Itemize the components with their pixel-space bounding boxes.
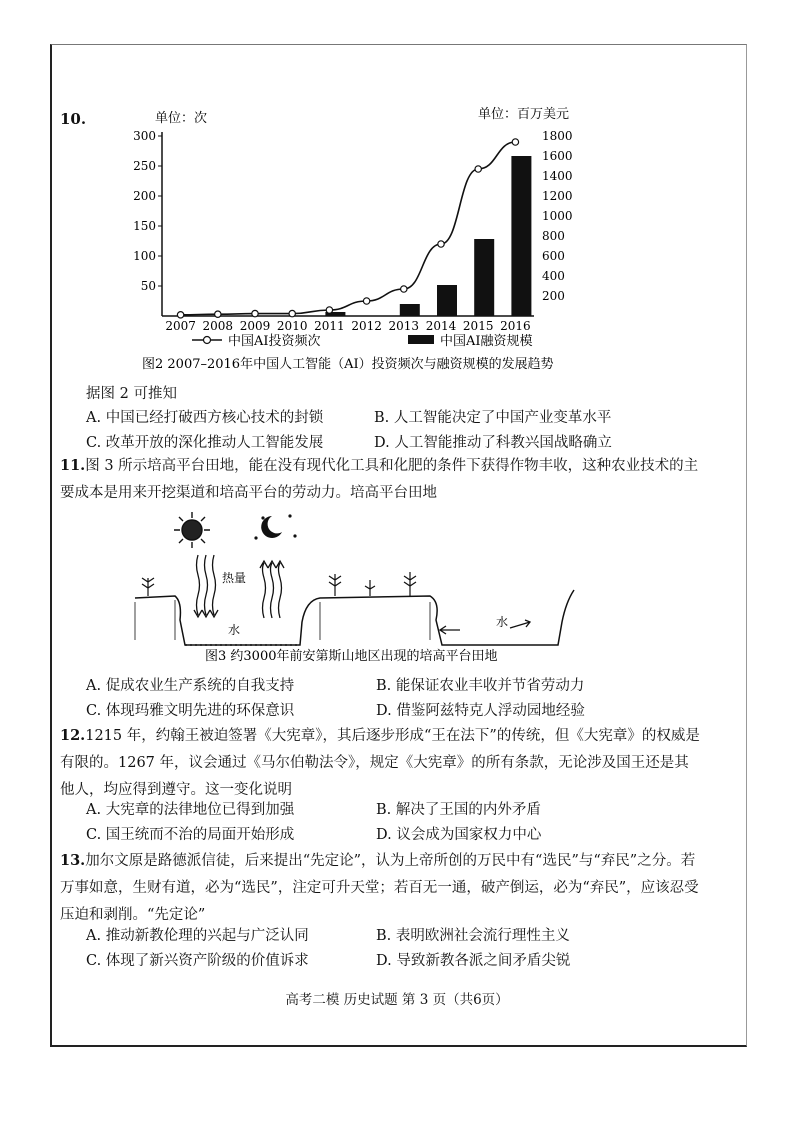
q13-option-b[interactable]: B. 表明欧洲社会流行理性主义 <box>376 928 570 944</box>
line-point <box>438 241 444 247</box>
x-tick-label: 2010 <box>276 319 308 333</box>
raised-field-terrain <box>135 590 574 645</box>
line-series <box>177 139 518 318</box>
q11-text: 图 3 所示培高平台田地，能在没有现代化工具和化肥的条件下获得作物丰收，这种农业技术的主要成本是用来开挖渠道和培高平台的劳动力。培高平台田地 <box>60 458 699 501</box>
x-tick-label: 2013 <box>388 319 420 333</box>
q11-option-c[interactable]: C. 体现玛雅文明先进的环保意识 <box>86 703 295 719</box>
right-tick-label: 800 <box>542 229 565 243</box>
line-point <box>252 310 258 316</box>
q13-text: 加尔文原是路德派信徒，后来提出“先定论”，认为上帝所创的万民中有“选民”与“弃民”之分。若万事如意，生财有道，必为“选民”，注定可升天堂；若百无一通，破产倒运，必为“弃民”，应该忍受压迫和剥削。“先定论” <box>60 853 699 923</box>
x-tick-label: 2009 <box>239 319 271 333</box>
right-tick-label: 1000 <box>542 209 573 223</box>
x-tick-label: 2011 <box>314 319 345 333</box>
q10-option-c[interactable]: C. 改革开放的深化推动人工智能发展 <box>86 435 324 451</box>
q10-option-b[interactable]: B. 人工智能决定了中国产业变革水平 <box>374 410 612 426</box>
line-point <box>215 311 221 317</box>
line-point <box>177 312 183 318</box>
left-tick-label: 150 <box>133 219 156 233</box>
bar-series <box>325 156 531 316</box>
heat-arrows-up-icon <box>260 561 284 618</box>
q11-option-a[interactable]: A. 促成农业生产系统的自我支持 <box>86 678 295 694</box>
line-point <box>401 286 407 292</box>
q13-number: 13. <box>60 852 86 869</box>
x-tick-label: 2008 <box>202 319 234 333</box>
line-point <box>289 310 295 316</box>
q12-text: 1215 年，约翰王被迫签署《大宪章》，其后逐步形成“王在法下”的传统，但《大宪章》的权威是有限的。1267 年，议会通过《马尔伯勒法令》，规定《大宪章》的所有条款，无论涉及国王还是其他人，均应得到遵守。这一变化说明 <box>60 728 700 798</box>
line-point <box>475 166 481 172</box>
q11-number: 11. <box>60 457 86 474</box>
right-axis-unit: 单位：百万美元 <box>478 107 570 122</box>
q12-number: 12. <box>60 727 86 744</box>
right-tick-label: 1200 <box>542 189 573 203</box>
right-tick-label: 1400 <box>542 169 573 183</box>
water-label-right: 水 <box>496 615 509 629</box>
water-label-left: 水 <box>228 623 241 637</box>
q11-stem <box>60 452 700 507</box>
water-arrows-icon <box>440 620 530 634</box>
q13-option-d[interactable]: D. 导致新教各派之间矛盾尖锐 <box>376 953 571 969</box>
moon-icon <box>254 514 296 539</box>
left-tick-label: 250 <box>133 159 156 173</box>
x-tick-label: 2014 <box>425 319 457 333</box>
right-tick-label: 400 <box>542 269 565 283</box>
line-point <box>363 298 369 304</box>
sun-icon <box>174 512 210 548</box>
line-point <box>326 307 332 313</box>
left-tick-label: 100 <box>133 249 156 263</box>
q12-option-c[interactable]: C. 国王统而不治的局面开始形成 <box>86 827 295 843</box>
x-axis-ticks <box>165 319 530 333</box>
q13-stem <box>60 847 700 929</box>
figure-2-caption: 图2 2007–2016年中国人工智能（AI）投资频次与融资规模的发展趋势 <box>142 357 554 372</box>
q10-option-d[interactable]: D. 人工智能推动了科教兴国战略确立 <box>374 435 612 451</box>
legend-bar-label: 中国AI融资规模 <box>440 334 533 349</box>
left-tick-label: 50 <box>140 279 156 293</box>
left-tick-label: 200 <box>133 189 156 203</box>
figure-3-caption: 图3 约3000年前安第斯山地区出现的培高平台田地 <box>205 649 498 664</box>
legend-line-label: 中国AI投资频次 <box>228 334 321 349</box>
x-tick-label: 2007 <box>165 319 196 333</box>
right-tick-label: 200 <box>542 289 565 303</box>
x-tick-label: 2016 <box>500 319 531 333</box>
q12-option-b[interactable]: B. 解决了王国的内外矛盾 <box>376 802 541 818</box>
x-tick-label: 2015 <box>462 319 494 333</box>
right-tick-label: 1800 <box>542 129 573 143</box>
legend-line-marker-icon <box>204 337 211 344</box>
x-tick-label: 2012 <box>351 319 382 333</box>
q10-lead: 据图 2 可推知 <box>86 386 177 402</box>
q11-option-d[interactable]: D. 借鉴阿兹特克人浮动园地经验 <box>376 703 585 719</box>
legend-bar-swatch-icon <box>408 335 434 344</box>
heat-label: 热量 <box>222 571 247 585</box>
left-tick-label: 300 <box>133 129 156 143</box>
left-axis-unit: 单位：次 <box>155 111 208 126</box>
bar <box>437 285 457 316</box>
bar <box>511 156 531 316</box>
q11-option-b[interactable]: B. 能保证农业丰收并节省劳动力 <box>376 678 585 694</box>
right-axis-ticks <box>542 129 573 303</box>
q12-stem <box>60 722 700 804</box>
right-tick-label: 600 <box>542 249 565 263</box>
investment-frequency-line <box>181 142 516 315</box>
page-footer: 高考二模 历史试题 第 3 页（共6页） <box>285 992 509 1008</box>
q10-number: 10. <box>60 110 87 128</box>
q12-option-a[interactable]: A. 大宪章的法律地位已得到加强 <box>86 802 295 818</box>
right-tick-label: 1600 <box>542 149 573 163</box>
heat-arrows-down-icon <box>194 555 218 617</box>
q12-option-d[interactable]: D. 议会成为国家权力中心 <box>376 827 542 843</box>
q10-option-a[interactable]: A. 中国已经打破西方核心技术的封锁 <box>86 410 324 426</box>
line-point <box>512 139 518 145</box>
chart-legend <box>192 333 533 349</box>
q13-option-c[interactable]: C. 体现了新兴资产阶级的价值诉求 <box>86 953 309 969</box>
q13-option-a[interactable]: A. 推动新教伦理的兴起与广泛认同 <box>86 928 309 944</box>
q11-figure <box>130 510 590 670</box>
bar <box>400 304 420 316</box>
left-axis-ticks <box>133 129 162 293</box>
bar <box>474 239 494 316</box>
